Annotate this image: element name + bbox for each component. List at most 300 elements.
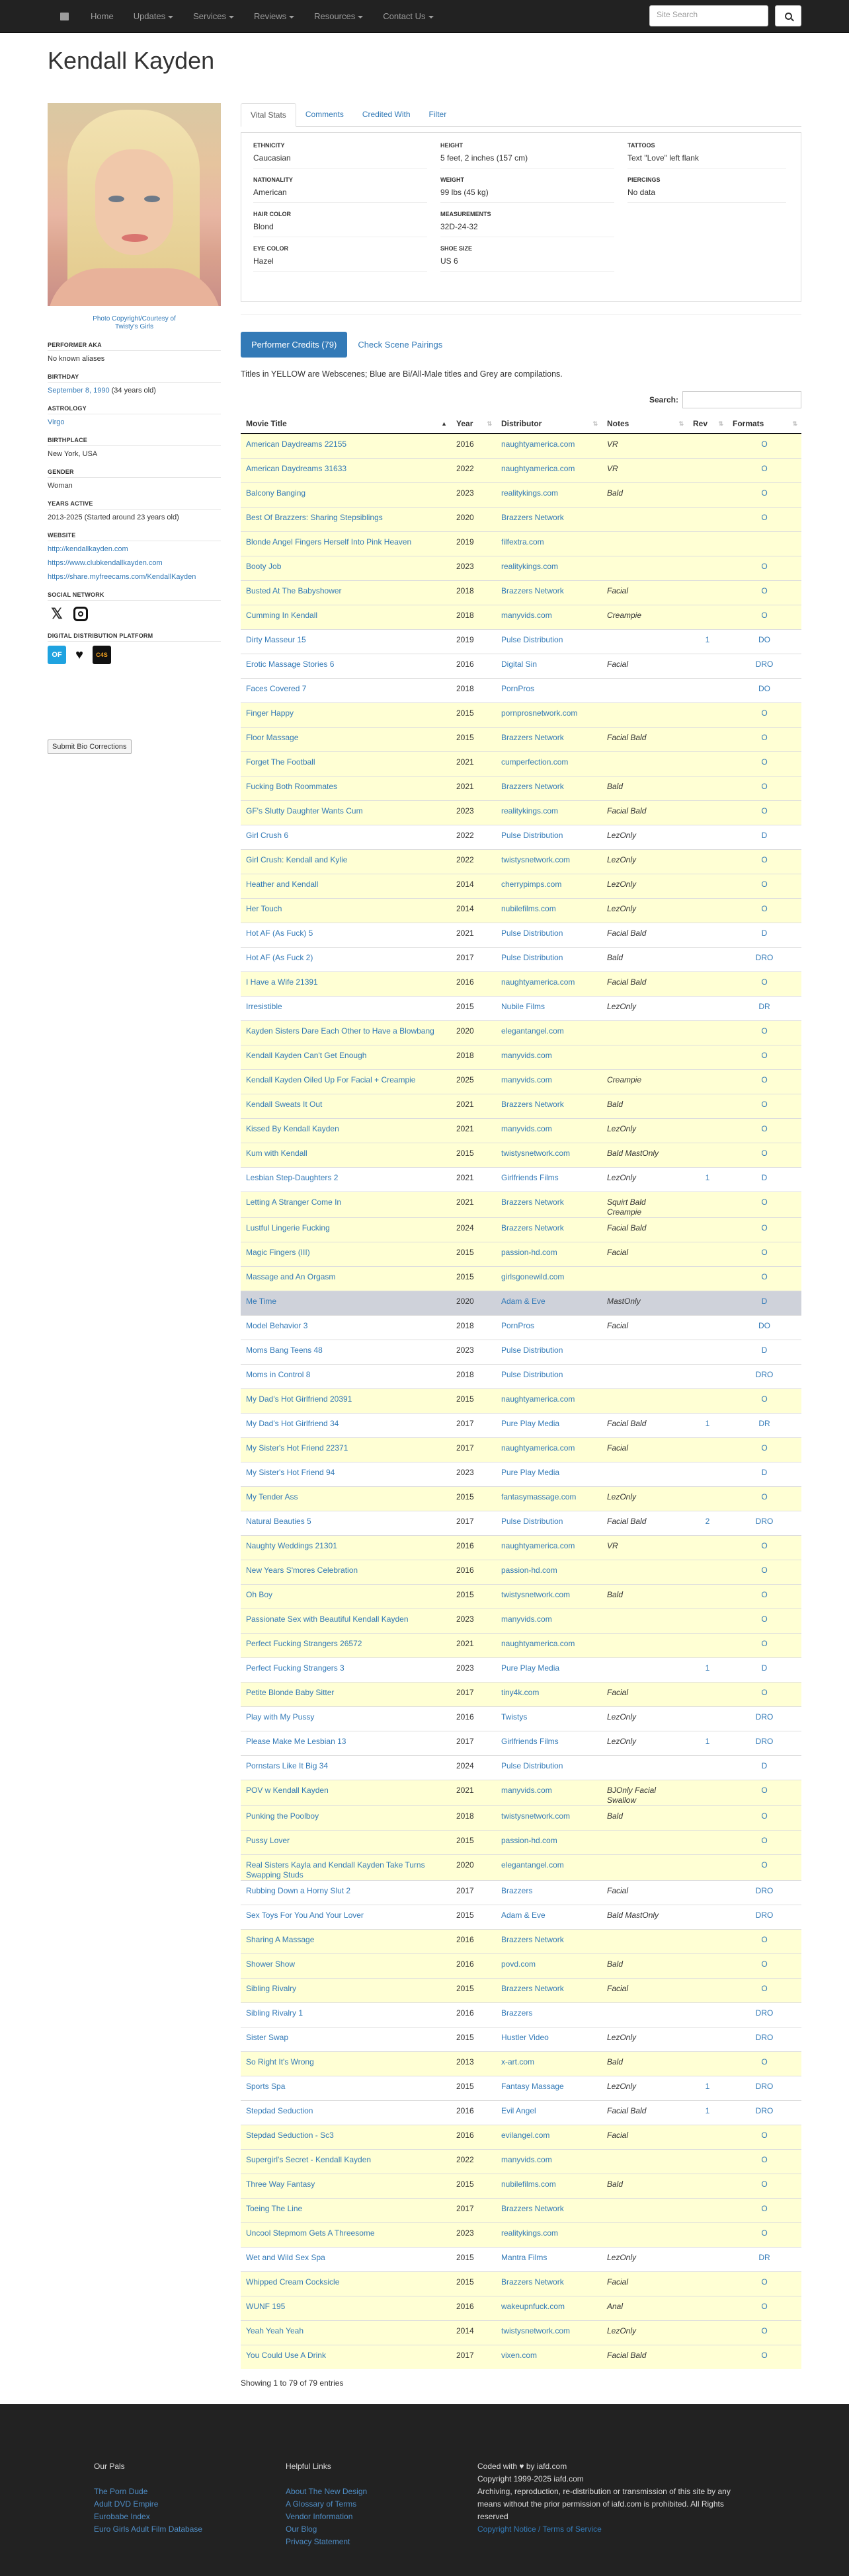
clips4sale-icon[interactable]: C4S [93,646,111,664]
movie-title-link[interactable]: You Could Use A Drink [246,2350,326,2360]
movie-title-link[interactable]: Balcony Banging [246,488,306,498]
website-link[interactable]: https://www.clubkendallkayden.com [48,559,163,567]
movie-title-link[interactable]: Perfect Fucking Strangers 26572 [246,1638,362,1648]
formats-cell[interactable]: O [761,1959,768,1969]
notes-cell-cell [602,2149,688,2174]
movie-title-link[interactable]: Uncool Stepmom Gets A Threesome [246,2228,375,2238]
movie-title-link[interactable]: American Daydreams 31633 [246,463,347,473]
formats-cell[interactable]: O [761,806,768,815]
distributor-link[interactable]: Pure Play Media [501,1663,560,1673]
movie-title-link[interactable]: Lustful Lingerie Fucking [246,1223,330,1232]
formats-cell[interactable]: O [761,1075,768,1084]
formats-cell[interactable]: D [761,830,768,840]
distributor-link[interactable]: naughtyamerica.com [501,1638,575,1648]
movie-title-link[interactable]: Blonde Angel Fingers Herself Into Pink Heaven [246,537,412,547]
distributor-link[interactable]: Adam & Eve [501,1910,546,1920]
movie-title-link[interactable]: Stepdad Seduction [246,2105,313,2115]
formats-cell[interactable]: O [761,903,768,913]
distributor-link[interactable]: cherrypimps.com [501,879,562,889]
formats-cell[interactable]: O [761,2326,768,2335]
formats-cell[interactable]: O [761,1983,768,1993]
movie-title-link[interactable]: Kendall Kayden Can't Get Enough [246,1050,367,1060]
formats-cell[interactable]: O [761,1811,768,1821]
distributor-link[interactable]: Brazzers Network [501,2203,564,2213]
tab-vital-stats[interactable]: Vital Stats [241,103,296,127]
footer-link[interactable]: Eurobabe Index [94,2512,150,2521]
movie-title-link[interactable]: Natural Beauties 5 [246,1516,311,1526]
tab-comments[interactable]: Comments [305,110,344,119]
movie-title-link[interactable]: Shower Show [246,1959,296,1969]
distributor-link[interactable]: Twistys [501,1712,528,1722]
formats-cell[interactable]: O [761,488,768,498]
distributor-link[interactable]: passion-hd.com [501,1565,557,1575]
movie-title-link[interactable]: Three Way Fantasy [246,2179,315,2189]
formats-cell[interactable]: O [761,2203,768,2213]
distributor-link[interactable]: Adam & Eve [501,1296,546,1306]
formats-cell[interactable]: DRO [755,1885,774,1895]
astrology-link[interactable]: Virgo [48,418,65,426]
instagram-icon[interactable] [71,605,90,623]
distributor-link[interactable]: fantasymassage.com [501,1492,577,1501]
formats-cell[interactable]: O [761,1123,768,1133]
movie-title-link[interactable]: Sex Toys For You And Your Lover [246,1910,364,1920]
distributor-link[interactable]: evilangel.com [501,2130,550,2140]
nav-contact-label: Contact Us [383,11,426,21]
movie-title-link[interactable]: Kum with Kendall [246,1148,307,1158]
movie-title-link[interactable]: Kendall Sweats It Out [246,1099,323,1109]
movie-title-link[interactable]: Kendall Kayden Oiled Up For Facial + Creampie [246,1075,416,1084]
movie-title-link[interactable]: My Dad's Hot Girlfriend 34 [246,1418,339,1428]
formats-cell[interactable]: O [761,2301,768,2311]
distributor-link[interactable]: elegantangel.com [501,1860,564,1870]
formats-cell[interactable]: DRO [755,659,774,669]
formats-cell[interactable]: O [761,1565,768,1575]
movie-title-link[interactable]: My Dad's Hot Girlfriend 20391 [246,1394,352,1404]
formats-cell[interactable]: O [761,1785,768,1795]
formats-cell[interactable]: O [761,781,768,791]
footer-link[interactable]: Euro Girls Adult Film Database [94,2524,203,2534]
movie-title-link[interactable]: Pussy Lover [246,1835,290,1845]
distributor-link[interactable]: elegantangel.com [501,1026,564,1036]
distributor-link[interactable]: Pulse Distribution [501,634,563,644]
formats-cell[interactable]: O [761,1026,768,1036]
distributor-link[interactable]: Evil Angel [501,2105,536,2115]
movie-title-link[interactable]: Sharing A Massage [246,1934,315,1944]
formats-cell[interactable]: DRO [755,2105,774,2115]
distributor-link[interactable]: girlsgonewild.com [501,1271,565,1281]
formats-cell[interactable]: DRO [755,1369,774,1379]
distributor-link[interactable]: Pulse Distribution [501,1761,563,1770]
movie-title-link[interactable]: American Daydreams 22155 [246,439,347,449]
movie-title-link[interactable]: Perfect Fucking Strangers 3 [246,1663,344,1673]
movie-title-link[interactable]: Magic Fingers (III) [246,1247,310,1257]
distributor-link[interactable]: Pulse Distribution [501,830,563,840]
distributor-link[interactable]: manyvids.com [501,610,552,620]
formats-cell[interactable]: O [761,2130,768,2140]
formats-cell-cell [727,971,801,996]
formats-cell[interactable]: O [761,1197,768,1207]
rev-link[interactable]: 2 [705,1516,710,1526]
nav-reviews[interactable] [244,0,304,33]
notes-cell-cell [602,1780,688,1805]
movie-title-link[interactable]: Girl Crush: Kendall and Kylie [246,854,348,864]
formats-cell[interactable]: O [761,2179,768,2189]
distributor-link[interactable]: Brazzers [501,2008,533,2018]
distributor-link[interactable]: Pure Play Media [501,1418,560,1428]
col-movie-title[interactable] [241,414,451,434]
movie-title-link[interactable]: Sibling Rivalry [246,1983,297,1993]
distributor-link[interactable]: Nubile Films [501,1001,546,1011]
footer-link[interactable]: Privacy Statement [286,2537,350,2546]
movie-title-link[interactable]: Kayden Sisters Dare Each Other to Have a Blowbang [246,1026,434,1036]
distributor-link[interactable]: twistysnetwork.com [501,1589,571,1599]
formats-cell[interactable]: DRO [755,2032,774,2042]
distributor-link[interactable]: naughtyamerica.com [501,1443,575,1453]
distributor-link[interactable]: naughtyamerica.com [501,1394,575,1404]
movie-title-link[interactable]: Toeing The Line [246,2203,303,2213]
table-row [241,1242,801,1266]
movie-title-link[interactable]: Model Behavior 3 [246,1320,308,1330]
movie-title-link[interactable]: Punking the Poolboy [246,1811,319,1821]
formats-cell[interactable]: D [761,1467,768,1477]
formats-cell[interactable]: O [761,1099,768,1109]
formats-cell[interactable]: DRO [755,1910,774,1920]
distributor-link[interactable]: passion-hd.com [501,1835,557,1845]
distributor-link[interactable]: Brazzers Network [501,1983,564,1993]
movie-title-link[interactable]: Girl Crush 6 [246,830,289,840]
distributor-link[interactable]: Brazzers Network [501,1223,564,1232]
footer-link[interactable]: Adult DVD Empire [94,2499,159,2509]
distributor-link[interactable]: nubilefilms.com [501,903,556,913]
footer-link[interactable]: Our Blog [286,2524,317,2534]
distributor-link[interactable]: Brazzers Network [501,1934,564,1944]
movie-title-link[interactable]: Hot AF (As Fuck) 5 [246,928,313,938]
movie-title-link[interactable]: Fucking Both Roommates [246,781,338,791]
nav-services[interactable] [183,0,244,33]
col-formats[interactable] [727,414,801,434]
distributor-link[interactable]: naughtyamerica.com [501,1540,575,1550]
movie-title-link[interactable]: Forget The Football [246,757,315,767]
formats-cell[interactable]: O [761,2057,768,2066]
distributor-link[interactable]: PornPros [501,683,535,693]
formats-cell[interactable]: O [761,463,768,473]
rev-cell [688,1755,727,1780]
movie-title-link[interactable]: My Sister's Hot Friend 94 [246,1467,335,1477]
formats-cell[interactable]: DRO [755,952,774,962]
movie-title-link[interactable]: Booty Job [246,561,282,571]
distributor-link[interactable]: twistysnetwork.com [501,1148,571,1158]
photo-credit[interactable] [48,315,221,331]
formats-cell[interactable]: DRO [755,1736,774,1746]
movie-title-link[interactable]: I Have a Wife 21391 [246,977,318,987]
movie-title-link[interactable]: Hot AF (As Fuck 2) [246,952,313,962]
distributor-link[interactable]: nubilefilms.com [501,2179,556,2189]
distributor-link[interactable]: cumperfection.com [501,757,569,767]
movie-title-link[interactable]: Moms in Control 8 [246,1369,311,1379]
movie-title-link[interactable]: Her Touch [246,903,282,913]
movie-title-link[interactable]: Real Sisters Kayla and Kendall Kayden Take Turns Swapping Studs [246,1860,425,1879]
distributor-link[interactable]: naughtyamerica.com [501,463,575,473]
formats-cell[interactable]: O [761,1148,768,1158]
distributor-link[interactable]: PornPros [501,1320,535,1330]
distributor-link[interactable]: Girlfriends Films [501,1172,559,1182]
movie-title-link[interactable]: Finger Happy [246,708,294,718]
movie-title-link[interactable]: Pornstars Like It Big 34 [246,1761,329,1770]
formats-cell[interactable]: O [761,2228,768,2238]
footer-link[interactable]: The Porn Dude [94,2487,148,2496]
formats-cell[interactable]: DO [758,1320,770,1330]
col-year[interactable] [451,414,496,434]
distributor-link[interactable]: Brazzers Network [501,732,564,742]
rev-link[interactable]: 1 [705,1736,710,1746]
website-link[interactable]: http://kendallkayden.com [48,545,128,553]
formats-cell[interactable]: O [761,1492,768,1501]
movie-title-link[interactable]: GF's Slutty Daughter Wants Cum [246,806,363,815]
rev-link[interactable]: 1 [705,1172,710,1182]
formats-cell[interactable]: O [761,977,768,987]
distributor-link[interactable]: Hustler Video [501,2032,549,2042]
formats-cell[interactable]: DO [758,634,770,644]
formats-cell[interactable]: O [761,854,768,864]
tab-credited-with[interactable]: Credited With [362,110,411,119]
distributor-link[interactable]: Girlfriends Films [501,1736,559,1746]
fansly-icon[interactable]: ♥ [70,646,89,664]
distributor-link[interactable]: twistysnetwork.com [501,2326,571,2335]
formats-cell[interactable]: DRO [755,1712,774,1722]
formats-cell[interactable]: O [761,1860,768,1870]
height-label: HEIGHT [440,142,464,149]
formats-cell[interactable]: O [761,757,768,767]
distributor-link[interactable]: Brazzers Network [501,2277,564,2287]
movie-title-link[interactable]: Busted At The Babyshower [246,586,342,595]
movie-title-link[interactable]: Lesbian Step-Daughters 2 [246,1172,339,1182]
formats-cell[interactable]: O [761,2277,768,2287]
movie-title-link[interactable]: Oh Boy [246,1589,273,1599]
formats-cell[interactable]: O [761,1271,768,1281]
formats-cell[interactable]: O [761,2154,768,2164]
rev-link[interactable]: 1 [705,1663,710,1673]
distributor-link[interactable]: Pulse Distribution [501,1369,563,1379]
formats-cell[interactable]: O [761,1638,768,1648]
website-link[interactable]: https://share.myfreecams.com/KendallKayden [48,573,196,581]
formats-cell[interactable]: DR [758,1418,770,1428]
formats-cell[interactable]: O [761,1614,768,1624]
movie-title-link[interactable]: Whipped Cream Cocksicle [246,2277,340,2287]
movie-title-link[interactable]: Sibling Rivalry 1 [246,2008,303,2018]
movie-title-link[interactable]: Sports Spa [246,2081,286,2091]
distributor-link[interactable]: Brazzers Network [501,1197,564,1207]
distributor-link[interactable]: Pulse Distribution [501,1345,563,1355]
distributor-link[interactable]: vixen.com [501,2350,538,2360]
distributor-cell [496,1217,602,1242]
home-icon[interactable] [48,13,81,20]
formats-cell[interactable]: O [761,1540,768,1550]
col-notes[interactable] [602,414,688,434]
distributor-link[interactable]: manyvids.com [501,1785,552,1795]
distributor-link[interactable]: naughtyamerica.com [501,977,575,987]
movie-title-link[interactable]: Moms Bang Teens 48 [246,1345,323,1355]
onlyfans-icon[interactable]: OF [48,646,66,664]
formats-cell[interactable]: O [761,1443,768,1453]
movie-title-link[interactable]: Stepdad Seduction - Sc3 [246,2130,334,2140]
distributor-link[interactable]: Digital Sin [501,659,538,669]
formats-cell[interactable]: DRO [755,1516,774,1526]
movie-title-link[interactable]: New Years S'mores Celebration [246,1565,358,1575]
distributor-link[interactable]: filfextra.com [501,537,544,547]
movie-title-link[interactable]: Erotic Massage Stories 6 [246,659,335,669]
tab-filter[interactable]: Filter [428,110,447,119]
formats-cell[interactable]: O [761,1223,768,1232]
rev-link[interactable]: 1 [705,2081,710,2091]
movie-title-link[interactable]: Play with My Pussy [246,1712,315,1722]
formats-cell[interactable]: O [761,1835,768,1845]
distributor-link[interactable]: Brazzers Network [501,586,564,595]
nav-home[interactable]: Home [91,11,114,21]
formats-cell[interactable]: O [761,1934,768,1944]
rev-link[interactable]: 1 [705,2105,710,2115]
formats-cell[interactable]: O [761,512,768,522]
distributor-link[interactable]: naughtyamerica.com [501,439,575,449]
movie-title-link[interactable]: Sister Swap [246,2032,289,2042]
movie-title-link[interactable]: Yeah Yeah Yeah [246,2326,304,2335]
movie-title-link[interactable]: Cumming In Kendall [246,610,318,620]
nav-resources[interactable] [304,0,373,33]
distributor-link[interactable]: passion-hd.com [501,1247,557,1257]
formats-cell[interactable]: O [761,561,768,571]
formats-cell[interactable]: D [761,1663,768,1673]
distributor-link[interactable]: povd.com [501,1959,536,1969]
movie-title-link[interactable]: Kissed By Kendall Kayden [246,1123,339,1133]
formats-cell[interactable]: O [761,610,768,620]
distributor-link[interactable]: manyvids.com [501,1614,552,1624]
nav-updates[interactable] [124,0,183,33]
distributor-link[interactable]: Brazzers Network [501,1099,564,1109]
distributor-link[interactable]: Pulse Distribution [501,928,563,938]
formats-cell[interactable]: O [761,879,768,889]
movie-title-link[interactable]: My Sister's Hot Friend 22371 [246,1443,348,1453]
movie-title-link[interactable]: Wet and Wild Sex Spa [246,2252,325,2262]
distributor-link[interactable]: Pulse Distribution [501,952,563,962]
formats-cell[interactable]: DRO [755,2081,774,2091]
footer-link[interactable]: Vendor Information [286,2512,353,2521]
movie-title-link[interactable]: Faces Covered 7 [246,683,307,693]
formats-cell[interactable]: D [761,1172,768,1182]
movie-title-cell [241,1192,451,1217]
formats-cell[interactable]: O [761,1394,768,1404]
movie-title-link[interactable]: Floor Massage [246,732,299,742]
distributor-link[interactable]: Pulse Distribution [501,1516,563,1526]
formats-cell[interactable]: DO [758,683,770,693]
formats-cell[interactable]: O [761,1687,768,1697]
formats-cell[interactable]: O [761,439,768,449]
formats-cell[interactable]: D [761,1345,768,1355]
col-rev[interactable] [688,414,727,434]
formats-cell[interactable]: O [761,586,768,595]
year-cell: 2021 [456,1197,474,1207]
distributor-link[interactable]: manyvids.com [501,1075,552,1084]
site-search-input[interactable]: Site Search [649,5,768,26]
distributor-link[interactable]: manyvids.com [501,2154,552,2164]
distributor-link[interactable]: Brazzers Network [501,512,564,522]
formats-cell[interactable]: DR [758,2252,770,2262]
formats-cell[interactable]: DR [758,1001,770,1011]
distributor-link[interactable]: Brazzers [501,1885,533,1895]
table-row [241,1929,801,1953]
birthday-link[interactable]: September 8, 1990 [48,387,110,395]
distributor-link[interactable]: twistysnetwork.com [501,854,571,864]
distributor-link[interactable]: Brazzers Network [501,781,564,791]
formats-cell[interactable]: O [761,708,768,718]
movie-title-link[interactable]: Please Make Me Lesbian 13 [246,1736,346,1746]
distributor-link[interactable]: realitykings.com [501,561,559,571]
distributor-link[interactable]: realitykings.com [501,488,559,498]
movie-title-link[interactable]: WUNF 195 [246,2301,286,2311]
distributor-link[interactable]: x-art.com [501,2057,535,2066]
distributor-link[interactable]: manyvids.com [501,1123,552,1133]
formats-cell[interactable]: O [761,2350,768,2360]
distributor-link[interactable]: Pure Play Media [501,1467,560,1477]
movie-title-link[interactable]: Petite Blonde Baby Sitter [246,1687,335,1697]
footer-link[interactable]: A Glossary of Terms [286,2499,357,2509]
distributor-link[interactable]: realitykings.com [501,2228,559,2238]
rev-link[interactable]: 1 [705,1418,710,1428]
footer-link[interactable]: About The New Design [286,2487,368,2496]
scene-pairings-link[interactable]: Check Scene Pairings [358,339,443,350]
footer-terms-link[interactable]: Copyright Notice / Terms of Service [477,2524,602,2534]
performer-credits-button[interactable]: Performer Credits (79) [241,332,347,358]
movie-title-link[interactable]: Heather and Kendall [246,879,319,889]
distributor-link[interactable]: realitykings.com [501,806,559,815]
rev-link[interactable]: 1 [705,634,710,644]
movie-title-link[interactable]: Me Time [246,1296,277,1306]
movie-title-link[interactable]: My Tender Ass [246,1492,298,1501]
movie-title-link[interactable]: Dirty Masseur 15 [246,634,306,644]
distributor-link[interactable]: wakeupnfuck.com [501,2301,565,2311]
formats-cell[interactable]: D [761,928,768,938]
submit-bio-corrections-button[interactable]: Submit Bio Corrections [48,739,132,754]
formats-cell[interactable]: O [761,1247,768,1257]
formats-cell[interactable]: O [761,1589,768,1599]
movie-title-link[interactable]: Massage and An Orgasm [246,1271,336,1281]
movie-title-link[interactable]: Naughty Weddings 21301 [246,1540,337,1550]
nav-contact[interactable] [373,0,443,33]
distributor-link[interactable]: tiny4k.com [501,1687,540,1697]
col-distributor[interactable] [496,414,602,434]
movie-title-link[interactable]: Best Of Brazzers: Sharing Stepsiblings [246,512,383,522]
distributor-link[interactable]: pornprosnetwork.com [501,708,578,718]
movie-title-link[interactable]: Rubbing Down a Horny Slut 2 [246,1885,351,1895]
formats-cell[interactable]: O [761,732,768,742]
year-cell-cell [451,702,496,727]
movie-title-link[interactable]: Irresistible [246,1001,282,1011]
table-search-input[interactable] [682,391,801,408]
x-icon[interactable]: 𝕏 [51,605,63,622]
formats-cell[interactable]: DRO [755,2008,774,2018]
movie-title-link[interactable]: So Right It's Wrong [246,2057,314,2066]
movie-title-link[interactable]: POV w Kendall Kayden [246,1785,329,1795]
movie-title-link[interactable]: Letting A Stranger Come In [246,1197,342,1207]
distributor-link[interactable]: Mantra Films [501,2252,547,2262]
formats-cell[interactable]: D [761,1761,768,1770]
distributor-link[interactable]: manyvids.com [501,1050,552,1060]
distributor-link[interactable]: twistysnetwork.com [501,1811,571,1821]
movie-title-link[interactable]: Supergirl's Secret - Kendall Kayden [246,2154,372,2164]
distributor-link[interactable]: Fantasy Massage [501,2081,564,2091]
search-button[interactable] [775,5,801,26]
movie-title-link[interactable]: Passionate Sex with Beautiful Kendall Kayden [246,1614,409,1624]
formats-cell[interactable]: O [761,1050,768,1060]
formats-cell[interactable]: D [761,1296,768,1306]
